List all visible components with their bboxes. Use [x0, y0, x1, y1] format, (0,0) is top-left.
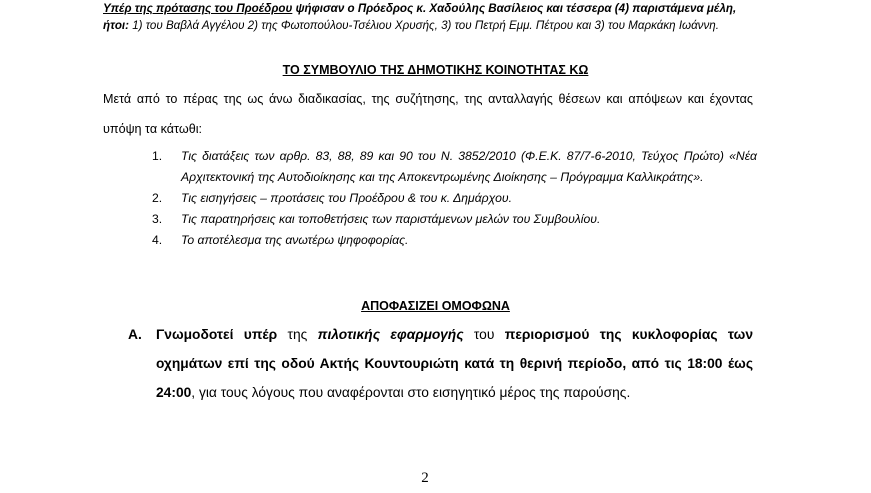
list-item: [152, 230, 757, 251]
list-item-text: Τις εισηγήσεις – προτάσεις του Προέδρου & του κ. Δημάρχου.: [181, 191, 512, 205]
decision-text: [156, 320, 753, 407]
intro-underlined-text: Υπέρ της πρότασης του Προέδρου: [103, 2, 293, 15]
intro-line2-text: 1) του Βαβλά Αγγέλου 2) της Φωτοπούλου-Τσέλιου Χρυσής, 3) του Πετρή Εμμ. Πέτρου και 3) του Μαρκάκη Ιωάννη.: [128, 19, 719, 32]
preamble-paragraph: Μετά από το πέρας της ως άνω διαδικασίας, της συζήτησης, της ανταλλαγής θέσεων και απόψεων και έχοντας υπόψη τα κάτωθι:: [103, 92, 753, 136]
list-item-number: 2.: [152, 191, 163, 205]
decision-letter: Α.: [128, 327, 142, 342]
list-item: [152, 188, 757, 209]
page-number: 2: [421, 470, 429, 486]
decision-item: [128, 320, 753, 407]
list-item: [152, 209, 757, 230]
list-item: [152, 146, 757, 188]
decision-part5: περιορισμού της κυκλοφορίας των οχημάτων επί της οδού Ακτής Κουντουριώτη κατά τη θερινή περίοδο, από τις 18:00 έως 24:00: [156, 327, 753, 400]
decision-part6: , για τους λόγους που αναφέρονται στο εισηγητικό μέρος της παρούσης.: [191, 385, 631, 400]
council-heading: ΤΟ ΣΥΜΒΟΥΛΙΟ ΤΗΣ ΔΗΜΟΤΙΚΗΣ ΚΟΙΝΟΤΗΤΑΣ ΚΩ: [282, 63, 589, 77]
list-item-text: Το αποτέλεσμα της ανωτέρω ψηφοφορίας.: [181, 233, 409, 247]
decision-part2: της: [277, 327, 318, 342]
considerations-list: [152, 146, 757, 251]
decision-part4: του: [463, 327, 505, 342]
list-item-number: 4.: [152, 233, 163, 247]
intro-line1-text: ψήφισαν ο Πρόεδρος κ. Χαδούλης Βασίλειος και τέσσερα (4) παριστάμενα μέλη,: [292, 2, 737, 15]
decision-heading: ΑΠΟΦΑΣΙΖΕΙ ΟΜΟΦΩΝΑ: [361, 299, 510, 313]
list-item-number: 1.: [152, 149, 163, 163]
decision-part3: πιλοτικής εφαρμογής: [317, 327, 464, 342]
vote-intro-paragraph: [103, 0, 753, 34]
list-item-text: Τις διατάξεις των αρθρ. 83, 88, 89 και 90 του Ν. 3852/2010 (Φ.Ε.Κ. 87/7-6-2010, Τεύχος Πρώτο) «Νέα Αρχιτεκτονική της Αυτοδιοίκησης και της Αποκεντρωμένης Διοίκησης – Πρόγραμμα Καλλικράτης».: [181, 149, 757, 184]
decision-part1: Γνωμοδοτεί υπέρ: [156, 327, 278, 342]
list-item-number: 3.: [152, 212, 163, 226]
list-item-text: Τις παρατηρήσεις και τοποθετήσεις των παριστάμενων μελών του Συμβουλίου.: [181, 212, 601, 226]
intro-line2-bold: ήτοι:: [103, 19, 129, 32]
